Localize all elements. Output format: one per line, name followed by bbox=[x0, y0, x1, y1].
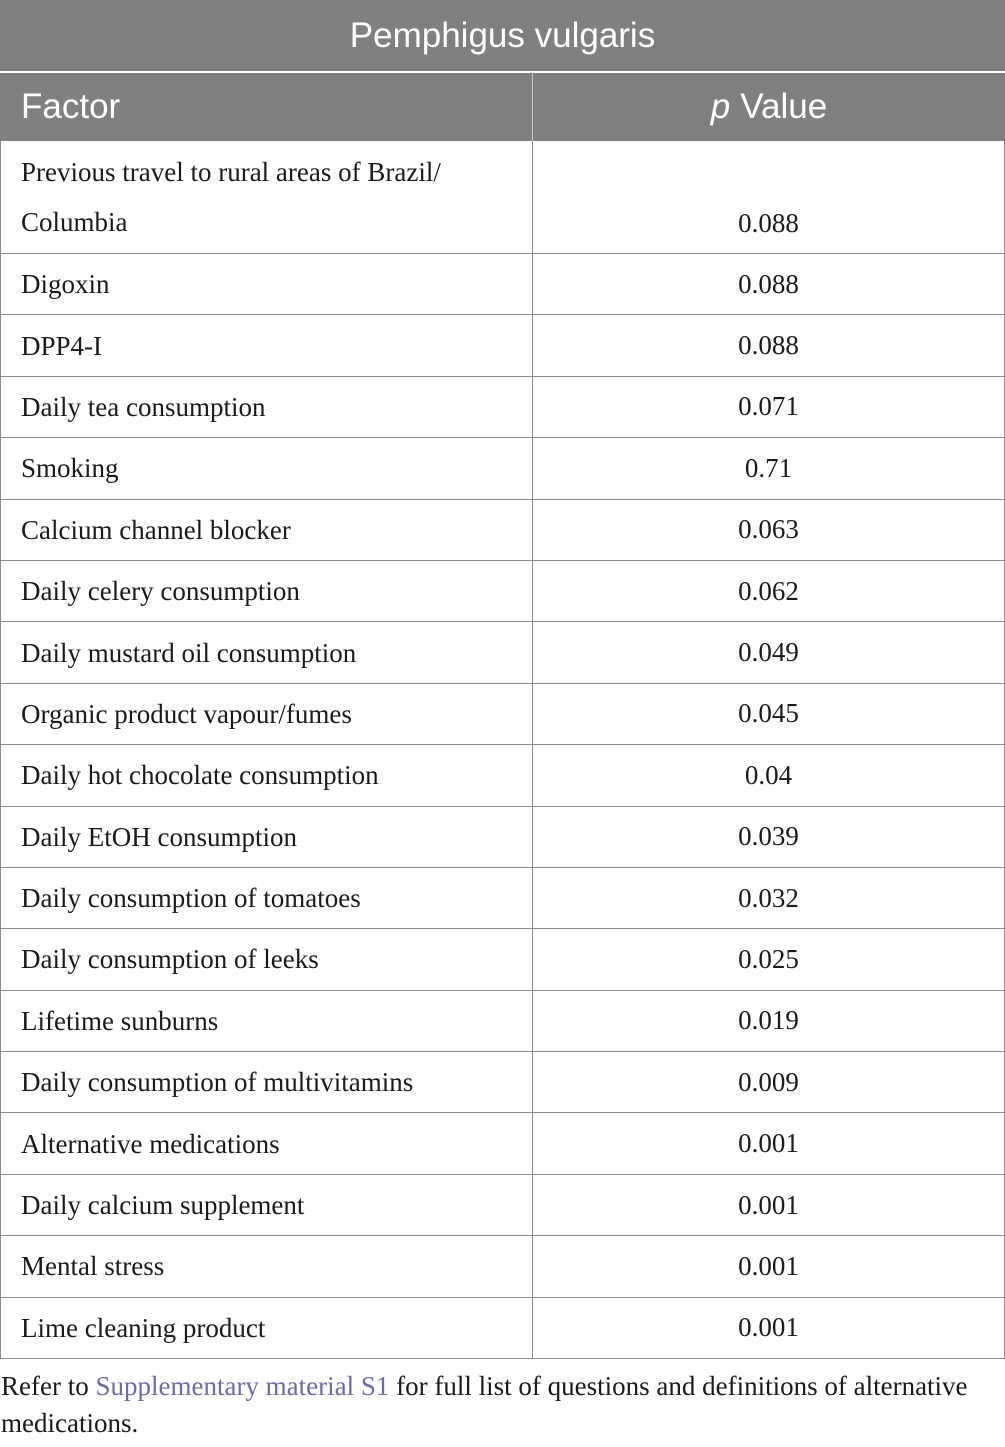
table-row bbox=[1, 314, 1004, 375]
p-value-cell: 0.045 bbox=[738, 698, 799, 729]
factor-cell: Smoking bbox=[1, 438, 533, 498]
p-symbol: p bbox=[710, 87, 731, 126]
p-value-cell: 0.088 bbox=[738, 208, 799, 238]
footnote-prefix: Refer to bbox=[1, 1371, 96, 1401]
p-value-cell: 0.019 bbox=[738, 1005, 799, 1036]
footnote-suffix: for full list of questions and definitions of alternative medications. bbox=[1, 1371, 968, 1438]
table-row bbox=[1, 141, 1004, 253]
value-label: Value bbox=[740, 87, 828, 126]
table-header-row bbox=[0, 73, 1005, 141]
factor-cell: Daily EtOH consumption bbox=[1, 807, 533, 867]
table-row bbox=[1, 621, 1004, 682]
factor-cell: Lime cleaning product bbox=[1, 1298, 533, 1358]
table-body bbox=[0, 141, 1005, 1359]
factor-cell: Daily tea consumption bbox=[1, 377, 533, 437]
p-value-cell: 0.009 bbox=[738, 1066, 799, 1097]
table-row bbox=[1, 806, 1004, 867]
table-row bbox=[1, 867, 1004, 928]
factor-cell: Daily mustard oil consumption bbox=[1, 622, 533, 682]
p-value-cell: 0.71 bbox=[744, 452, 793, 483]
factor-cell: Daily hot chocolate consumption bbox=[1, 745, 533, 805]
p-value-cell: 0.001 bbox=[738, 1189, 799, 1220]
p-value-cell: 0.025 bbox=[738, 943, 799, 974]
column-header-factor: Factor bbox=[0, 73, 533, 141]
p-value-cell: 0.049 bbox=[738, 637, 799, 668]
factor-cell: Previous travel to rural areas of Brazil/ Columbia bbox=[1, 141, 533, 253]
table-row bbox=[1, 376, 1004, 437]
table-row bbox=[1, 499, 1004, 560]
table-row bbox=[1, 1235, 1004, 1296]
p-value-cell: 0.063 bbox=[738, 514, 799, 545]
factor-cell: Calcium channel blocker bbox=[1, 500, 533, 560]
factor-cell: Daily consumption of multivitamins bbox=[1, 1052, 533, 1112]
p-value-cell: 0.062 bbox=[738, 575, 799, 606]
p-value-cell: 0.001 bbox=[738, 1128, 799, 1159]
factor-cell: Alternative medications bbox=[1, 1113, 533, 1173]
factor-cell: Daily celery consumption bbox=[1, 561, 533, 621]
p-value-cell: 0.088 bbox=[738, 330, 799, 361]
factor-cell: DPP4-I bbox=[1, 315, 533, 375]
factor-cell: Daily consumption of leeks bbox=[1, 929, 533, 989]
p-value-cell: 0.032 bbox=[738, 882, 799, 913]
table-row bbox=[1, 560, 1004, 621]
p-value-cell: 0.039 bbox=[738, 821, 799, 852]
table-title: Pemphigus vulgaris bbox=[0, 0, 1005, 73]
p-value-cell: 0.088 bbox=[738, 268, 799, 299]
table-row bbox=[1, 253, 1004, 314]
p-value-cell: 0.04 bbox=[744, 759, 793, 790]
table-row bbox=[1, 683, 1004, 744]
column-header-p-value bbox=[533, 73, 1005, 141]
p-value-cell: 0.001 bbox=[738, 1312, 799, 1343]
factor-cell: Digoxin bbox=[1, 254, 533, 314]
p-value-cell: 0.001 bbox=[738, 1250, 799, 1281]
factor-cell: Lifetime sunburns bbox=[1, 991, 533, 1051]
table-row bbox=[1, 990, 1004, 1051]
table-row bbox=[1, 437, 1004, 498]
supplementary-link[interactable]: Supplementary material S1 bbox=[95, 1371, 390, 1401]
p-value-cell: 0.071 bbox=[738, 391, 799, 422]
factor-cell: Daily calcium supplement bbox=[1, 1175, 533, 1235]
table-row bbox=[1, 1174, 1004, 1235]
table-row bbox=[1, 1297, 1004, 1358]
table-row bbox=[1, 1051, 1004, 1112]
table-footnote bbox=[0, 1368, 1005, 1442]
table-row bbox=[1, 744, 1004, 805]
table-row bbox=[1, 928, 1004, 989]
factor-cell: Mental stress bbox=[1, 1236, 533, 1296]
table-row bbox=[1, 1112, 1004, 1173]
factor-cell: Daily consumption of tomatoes bbox=[1, 868, 533, 928]
factor-cell: Organic product vapour/fumes bbox=[1, 684, 533, 744]
